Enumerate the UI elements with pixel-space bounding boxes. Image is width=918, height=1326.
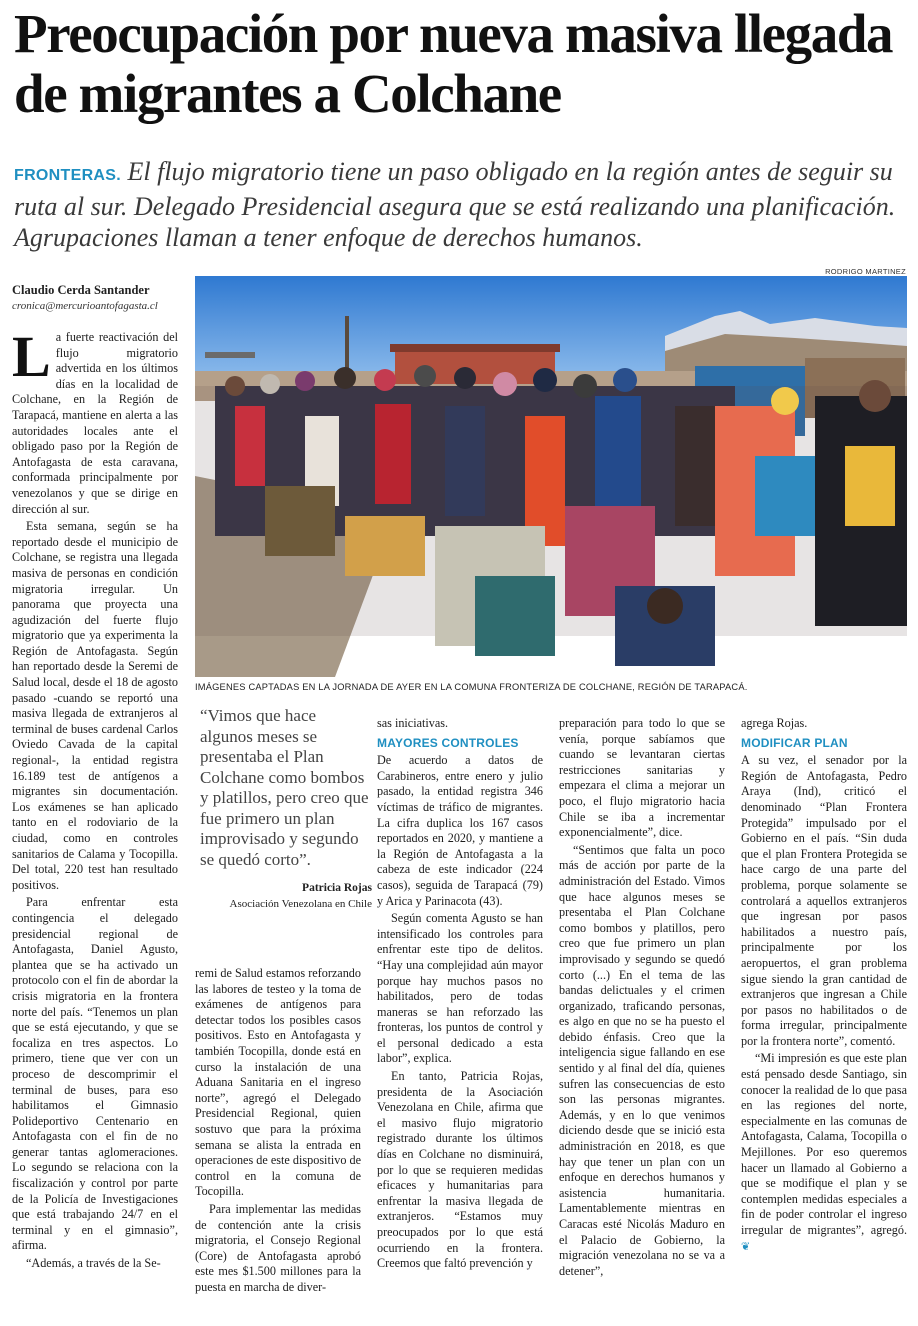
- section-tag: FRONTERAS.: [14, 167, 121, 184]
- article-column-4: [559, 716, 725, 1281]
- deck: [14, 156, 910, 253]
- paragraph: A su vez, el senador por la Región de Antofagasta, Pedro Araya (Ind), criticó el denominado “Plan Frontera Protegida” impulsado por el Gobierno en el país. “Sin duda que el plan Frontera Protegida se hace cargo de una parte del problema, porque solamente se controlará a aquellos extranjeros que ingresan por pasos habilitados a nuestro país, principalmente por los aeropuertos, el gran problema sigue siendo la gran cantidad de extranjeros que ingresan a Chile por pasos no habilitados o de forma irregular, principalmente por la frontera norte”, comentó.: [741, 753, 907, 1048]
- headline: Preocupación por nueva masiva llegada de migrantes a Colchane: [14, 3, 893, 124]
- paragraph: Para implementar las medidas de contención ante la crisis migratoria, el Consejo Regional (Core) de Antofagasta aprobó este mes $1.500 millones para la puesta en marcha de diver-: [195, 1201, 361, 1294]
- article-column-2: [195, 966, 361, 1297]
- paragraph: Esta semana, según se ha reportado desde el municipio de Colchane, se registra una llegada masiva de personas en condición migratoria irregular. Un panorama que proyecta una agudización del fuerte flujo migratorio que ya experimenta la Región de Antofagasta. Según han reportado desde la Seremi de Salud local, desde el 18 de agosto pasado -cuando se reportó una masiva llegada de extranjeros al terminal de buses cardenal Carlos Oviedo Cavada de la capital regional-, la entidad registra 16.189 test de antígenos a migrantes sin documentación. Los exámenes se han aplicado tanto en el rodoviario de la ciudad, como en controles sanitarios de Calama y Tocopilla. Del total, 220 test han resultado positivos.: [12, 519, 178, 892]
- paragraph: agrega Rojas.: [741, 716, 808, 730]
- closing-text: “Mi impresión es que este plan está pensado desde Santiago, sin conocer la realidad de lo que pasa en las regiones del norte, especialmente en las comunas de Antofagasta, Calama, Tocopilla o Mejillones. Por eso queremos hacer un llamado al Gobierno a que se modifique el plan y se contemplen medidas especiales a fin de poder controlar el ingreso irregular de migrantes”, agregó.: [741, 1051, 907, 1237]
- pull-quote-text: “Vimos que hace algunos meses se presentaba el Plan Colchane como bombos y platillos, pero creo que fue primero un plan improvisado y segundo se quedó corto”.: [200, 706, 369, 869]
- pull-quote-author: Patricia Rojas: [302, 882, 372, 894]
- paragraph: De acuerdo a datos de Carabineros, entre enero y julio pasado, la entidad registra 346 víctimas de tráfico de migrantes. La cifra duplica los 167 casos reportados en 2020, y mantiene a la Región de Antofagasta a la cabeza de este indicador (224 casos), seguida de Tarapacá (79) y Arica y Parinacota (43).: [377, 753, 543, 908]
- paragraph: En tanto, Patricia Rojas, presidenta de la Asociación Venezolana en Chile, afirma que el masivo flujo migratorio registrado durante los últimos días en Colchane no disminuirá, por lo que se requieren medidas eficaces y humanitarias para enfrentar la masiva llegada de extranjeros. “Estamos muy preocupados por lo que está ocurriendo en la frontera. Creemos que faltó prevención y: [377, 1069, 543, 1271]
- pull-quote: [200, 706, 372, 910]
- paragraph: “Sentimos que falta un poco más de acción por parte de la administración del Estado. Vimos que hace algunos meses se presentaba el Plan Colchane como bombos y platillos, pero creo que fue primero un plan improvisado y segundo se quedó corto (...) En el tema de las bandas delictuales y el crimen organizado, traficando personas, es algo en que no se ha puesto el debido énfasis. Creo que la inteligencia sigue fallando en ese sentido y al final del día, quienes sufren las consecuencias de esto son las personas migrantes. Además, y en lo que venimos diciendo desde que se inició esta administración en 2018, es que hay que tener un plan con un enfoque en derechos humanos y asistencia humanitaria. Lamentablemente mientras en Caracas esté Nicolás Maduro en el Palacio de Gobierno, la migración venezolana no se va a detener”,: [559, 842, 725, 1278]
- byline-email: cronica@mercurioantofagasta.cl: [12, 300, 158, 312]
- pull-quote-role: Asociación Venezolana en Chile: [229, 898, 372, 910]
- lead-text: a fuerte reactivación del flujo migratorio advertida en los últimos días en la localidad de Colchane, en la Región de Tarapacá, mantiene en alerta a las autoridades locales ante el obligado paso por la Región de Antofagasta de esta caravana, conformada principalmente por venezolanos y que se dirige en dirección al sur.: [12, 330, 178, 516]
- paragraph: sas iniciativas.: [377, 716, 449, 730]
- article-column-5: [741, 716, 907, 1256]
- paragraph: preparación para todo lo que se venía, porque sabíamos que cuando se levantaran ciertas restricciones sanitarias y empezara el clima a mejorar un poco, el flujo migratorio hacia Chile se iba a incrementar exponencialmente”, dice.: [559, 716, 725, 840]
- byline: [12, 283, 190, 312]
- photo-crowd-colchane: [195, 276, 907, 677]
- drop-cap: L: [12, 324, 51, 389]
- subhead-mayores-controles: MAYORES CONTROLES: [377, 735, 519, 750]
- paragraph: [741, 1051, 907, 1254]
- end-mark-icon: ❦: [741, 1239, 751, 1253]
- paragraph: Para enfrentar esta contingencia el delegado presidencial regional de Antofagasta, Daniel Agusto, plantea que se ha activado un protocolo con el fin de abordar la crisis migratoria en la frontera norte del país. “Tenemos un plan que se está ejecutando, y que se focaliza en tres aspectos. Lo primero, tiene que ver con un proceso de descomprimir el terminal de buses, para eso habilitamos el Gimnasio Polideportivo Centenario en Antofagasta con el fin de no generar tantas aglomeraciones. Lo segundo se relaciona con la fiscalización y control por parte de la Policía de Investigaciones que está trabajando 24/7 en el terminal y en el gimnasio”, afirma.: [12, 895, 178, 1253]
- paragraph: remi de Salud estamos reforzando las labores de testeo y la toma de exámenes de antígenos para detectar todos los posibles casos positivos. Esto en Antofagasta y también Tocopilla, donde está en curso la instalación de una Aduana Sanitaria en el ingreso norte”, agregó el Delegado Presidencial Regional, quien sostuvo que para la próxima semana se alista la entrada en operaciones de este dispositivo de control en la comuna de Tocopilla.: [195, 966, 361, 1199]
- lead-paragraph: [12, 324, 178, 517]
- subhead-modificar-plan: MODIFICAR PLAN: [741, 735, 848, 750]
- paragraph: Según comenta Agusto se han intensificado los controles para enfrentar este tipo de delitos. “Hay una complejidad aún mayor porque hay muchos pasos no habilitados, pero de todas maneras se han reforzado las fronteras, los puntos de control y el personal dedicado a esta labor”, explica.: [377, 911, 543, 1066]
- photo-illustration: [195, 276, 907, 677]
- paragraph: “Además, a través de la Se-: [26, 1256, 161, 1271]
- photo-caption: IMÁGENES CAPTADAS EN LA JORNADA DE AYER EN LA COMUNA FRONTERIZA DE COLCHANE, REGIÓN DE TARAPACÁ.: [195, 682, 748, 692]
- article-column-3: [377, 716, 543, 1274]
- deck-text: El flujo migratorio tiene un paso obligado en la región antes de seguir su ruta al sur. Delegado Presidencial asegura que se está realizando una planificación. Agrupaciones llaman a tener enfoque de derechos humanos.: [14, 157, 896, 252]
- photo-credit: RODRIGO MARTINEZ: [825, 267, 906, 276]
- byline-author: Claudio Cerda Santander: [12, 283, 150, 297]
- article-column-1: [12, 324, 178, 1274]
